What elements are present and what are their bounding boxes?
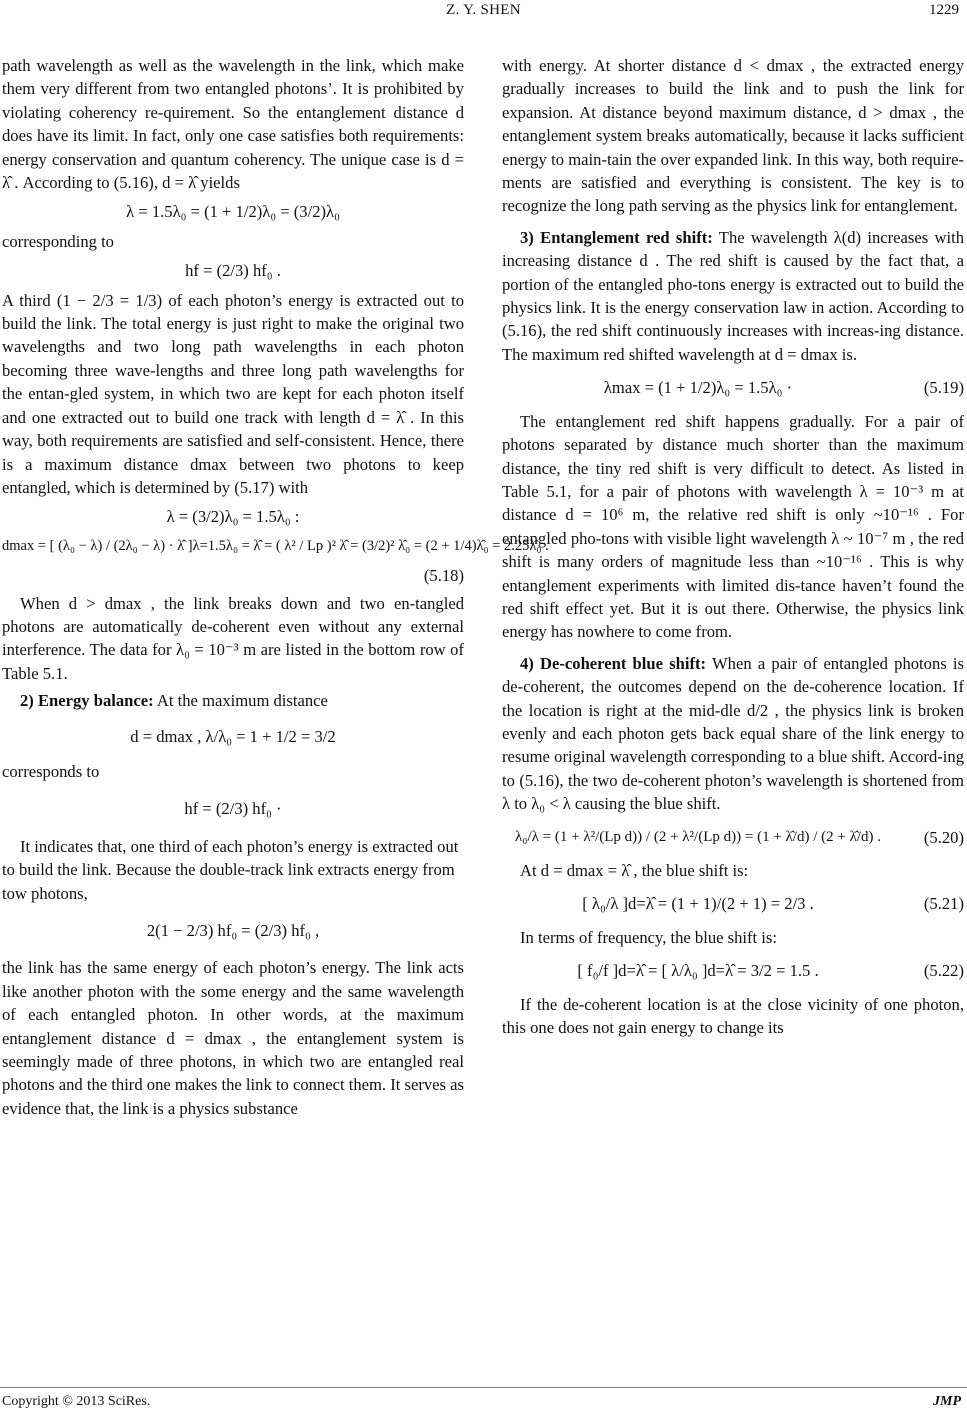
paragraph: In terms of frequency, the blue shift is:: [520, 927, 777, 947]
paragraph: corresponding to: [2, 231, 114, 251]
paragraph-heading: 2) Energy balance:: [20, 691, 154, 711]
paragraph: corresponds to: [2, 761, 100, 781]
equation: λmax = (1 + 1/2)λ₀ = 1.5λ₀ ·: [603, 378, 793, 398]
equation-number: (5.21): [923, 894, 964, 914]
footer-rule: [0, 1387, 967, 1388]
paragraph: [2, 689, 464, 712]
paragraph-heading: 4) De-coherent blue shift:: [520, 653, 707, 673]
paragraph: The entanglement red shift happens gradually. For a pair of photons separated by distance much shorter than the maximum distance, the tiny red shift is very difficult to detect. As listed in Table 5.1, for a pair of photons with wavelength λ = 10⁻³ m at distance d = 10⁶ m, the relative red shift is only ~10⁻¹⁶ . For entangled pho-tons with visible light wavelength λ ~ 10⁻⁷ m , the red shift is many orders of magnitude less than ~10⁻¹⁶ . This is why entanglement experiments with limited dis-tance haven’t found the red shift effect yet. But it is out there. Otherwise, the physics link energy has nowhere to come from.: [502, 411, 964, 642]
paragraph: the link has the same energy of each photon’s energy. The link acts like another photon with the some energy and the same wavelength of each entangled photon. In other words, at the maximum entanglement distance d = dmax , the entanglement system is seemingly made of three photons, in which two are entangled real photons and the third one makes the link to connect them. It serves as evidence that, the link is a physics substance: [2, 958, 464, 1118]
paragraph: path wavelength as well as the wavelength in the link, which make them very different from two entangled photons’. It is prohibited by violating coherency re-quirement. So the entanglement distance d does have its limit. In fact, only one case satisfies both requirements: energy conservation and quantum coherency. The unique case is d = λ̂ . According to (5.16), d = λ̂ yields: [2, 56, 464, 193]
paragraph: It indicates that, one third of each photon’s energy is extracted out to build the link. Because the double-track link extracts energy from tow photons,: [2, 836, 459, 903]
equation: d = dmax , λ/λ₀ = 1 + 1/2 = 3/2: [130, 726, 336, 746]
copyright: Copyright © 2013 SciRes.: [2, 1394, 151, 1409]
equation: 2(1 − 2/3) hf₀ = (2/3) hf₀ ,: [146, 921, 320, 940]
equation-row: [502, 959, 964, 982]
equation-number: (5.22): [923, 961, 964, 981]
equation-row: [502, 376, 964, 399]
equation: λ₀/λ = (1 + λ²/(Lp d)) / (2 + λ²/(Lp d)) = (1 + λ̂/d) / (2 + λ̂/d) .: [514, 828, 882, 845]
equation-number: (5.18): [423, 566, 464, 586]
paragraph: At d = dmax = λ̂ , the blue shift is:: [520, 861, 749, 880]
equation-number: (5.19): [923, 378, 964, 398]
paragraph-text: At the maximum distance: [153, 691, 328, 711]
left-column: [2, 54, 549, 1120]
equation: hf = (2/3) hf₀ ·: [184, 799, 282, 819]
equation: hf = (2/3) hf₀ .: [185, 261, 281, 281]
paragraph-heading: 3) Entanglement red shift:: [520, 227, 713, 247]
equation: [ f₀/f ]d=λ̂ = [ λ/λ₀ ]d=λ̂ = 3/2 = 1.5 .: [577, 961, 819, 981]
paragraph: [502, 652, 964, 816]
paragraph-text: When a pair of entangled photons is de-coherent, the outcomes depend on the de-coherence location. If the location is right at the mid-dle d/2 , the physics link is broken evenly and each photon gets back equal share of the link energy to resume original wavelength corresponding to a blue shift. Accord-ing to (5.16), the two de-coherent photon’s wavelength is shortened from λ to λ₀ < λ causing the blue shift.: [502, 653, 964, 814]
paragraph-text: The wavelength λ(d) increases with increasing distance d . The red shift is caused by the fact that, a portion of the entangled pho-tons energy is extracted out to build the physics link. It is the energy conservation law in action. According to (5.16), the red shift continuously increases with increas-ing distance. The maximum red shifted wavelength at d = dmax is.: [502, 227, 964, 364]
equation-row: [502, 892, 964, 915]
running-head-author: Z. Y. SHEN: [446, 2, 521, 18]
right-column: [502, 54, 964, 1039]
journal-abbrev: JMP: [933, 1394, 961, 1409]
paragraph: A third (1 − 2/3 = 1/3) of each photon’s energy is extracted out to build the link. The total energy is just right to make the original two wavelengths and two long path wavelengths in each photon becoming three wave-lengths and three long path wavelengths for the entan-gled system, in which two are kept for each photon itself and one extracted out to build one track with length d = λ̂ . In this way, both requirements are satisfied and self-consistent. Hence, there is a maximum distance dmax between two photons to keep entangled, which is determined by (5.17) with: [2, 290, 464, 497]
equation: dmax = [ (λ₀ − λ) / (2λ₀ − λ) · λ̂ ]λ=1.5λ₀ = λ̂ = ( λ² / Lp )² λ̂ = (3/2)² λ̂₀ = (2 + 1/4)λ̂₀ = 2.25λ̂₀ .: [2, 537, 549, 554]
equation: [ λ₀/λ ]d=λ̂ = (1 + 1)/(2 + 1) = 2/3 .: [582, 894, 814, 914]
paragraph: When d > dmax , the link breaks down and two en-tangled photons are automatically de-coherent even without any external interference. The data for λ₀ = 10⁻³ m are listed in the bottom row of Table 5.1.: [2, 593, 464, 683]
paragraph: with energy. At shorter distance d < dmax , the extracted energy gradually increases to build the link and to push the link for expansion. At distance beyond maximum distance, d > dmax , the entanglement system breaks automatically, because it lacks sufficient energy to main-tain the over expanded link. In this way, both require-ments are satisfied and everything is consistent. The key is to recognize the long path serving as the physics link for entanglement.: [502, 56, 964, 216]
equation-row: [502, 826, 964, 849]
page-number: 1229: [929, 2, 959, 18]
equation: λ = 1.5λ₀ = (1 + 1/2)λ₀ = (3/2)λ₀: [126, 202, 340, 222]
equation-number: (5.20): [923, 827, 964, 847]
paragraph: [502, 226, 964, 366]
paragraph: If the de-coherent location is at the close vicinity of one photon, this one does not gain energy to change its: [502, 994, 964, 1038]
equation: λ = (3/2)λ₀ = 1.5λ₀ :: [166, 507, 300, 527]
